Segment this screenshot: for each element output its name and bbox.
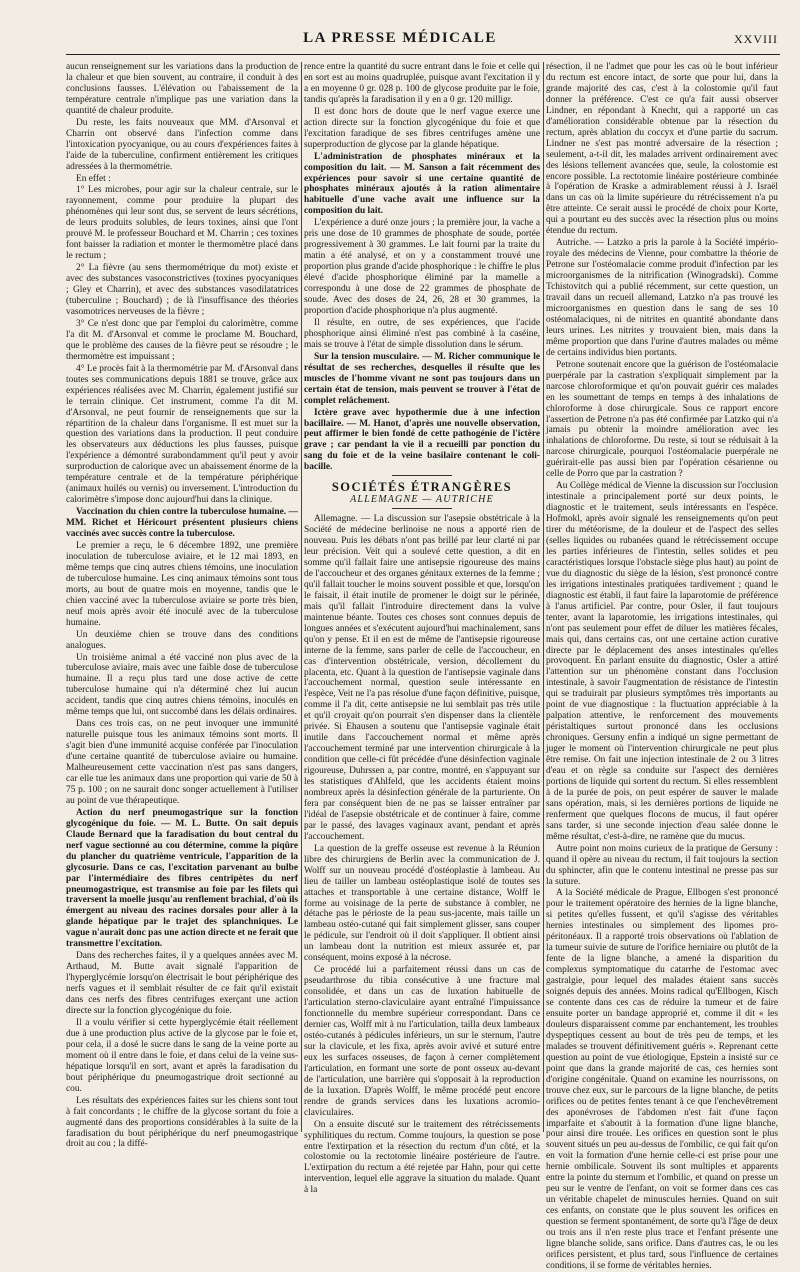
paragraph: 3° Ce n'est donc que par l'emploi du calorimètre, comme l'a dit M. d'Arsonval et comme le proclame M. Bouchard, que le problème des causes de la fièvre peut se résoudre ; le thermomètre est impuissant ;	[66, 318, 298, 362]
column-3	[546, 62, 778, 1271]
column-2	[304, 62, 540, 1196]
paragraph: En effet :	[76, 173, 111, 184]
paragraph: Autriche. — Latzko a pris la parole à la Société império-royale des médecins de Vienne, pour combattre la théorie de Petrone sur l'ostéomalacie comme produit d'infection par les microorganismes de la nitrification (Winogradski). Comme Tchistovitch qui a publié récemment, sur cette question, un travail dans un recueil allemand, Latzko n'a pas trouvé les microorganismes en question dans le sang de ses 10 ostéomalaciques, ni de nitrites en quantité abondante dans leurs urines. Les nitrites y trouvaient bien, mais dans la même proportion que dans l'urine d'autres malades ou même de certains individus bien portants.	[546, 238, 778, 358]
paragraph: Les résultats des expériences faites sur les chiens sont tout à fait concordants ; le chiffre de la glycose sortant du foie a augmenté dans des proportions considérables à la suite de la faradisation du bout périphérique du nerf pneumogastrique droit au cou ; la diffé-	[66, 1095, 298, 1150]
paragraph: Il résulte, en outre, de ses expériences, que l'acide phosphorique ainsi éliminé n'est pas combiné à la caséine, mais se trouve à l'état de simple dissolution dans le sérum.	[304, 317, 540, 350]
column-1	[66, 62, 298, 1150]
paragraph: 1° Les microbes, pour agir sur la chaleur centrale, sur le rayonnement, comme pour produire la plupart des phénomènes qui leur sont dus, se servent de leurs sécrétions, de leurs produits solubles, de leurs toxines, ainsi que l'ont prouvé M. le professeur Bouchard et M. Charrin ; ces toxines font baisser la radiation et monter le thermomètre placé dans le rectum ;	[66, 185, 298, 262]
column-divider	[543, 62, 544, 1132]
section-rule	[392, 475, 452, 476]
section-subtitle: ALLEMAGNE — AUTRICHE	[350, 494, 494, 506]
paragraph: Du reste, les faits nouveaux que MM. d'Arsonval et Charrin ont observé dans l'infection comme dans l'intoxication pyocyanique, ou au cours d'expériences faites à l'aide de la tuberculine, confirment entièrement les critiques adressées à la thermométrie.	[66, 117, 298, 172]
page-header	[0, 0, 800, 58]
section-heading-paragraph: Ictère grave avec hypothermie due à une infection bacillaire. — M. Hanot, d'après une nouvelle observation, peut affirmer le bien fondé de cette pathogénie de l'ictère grave ; car pendant la vie il a recueilli par ponction du sang du foie et de la veine basilaire contenant le coli-bacille.	[304, 407, 540, 473]
section-heading-paragraph: Vaccination du chien contre la tuberculose humaine. — MM. Richet et Héricourt présentent plusieurs chiens vaccinés avec succès contre la tuberculose.	[66, 507, 298, 540]
paragraph: L'expérience a duré onze jours ; la première jour, la vache a pris une dose de 10 grammes de phosphate de soude, portée progressivement à 30 grammes. Le lait fourni par la traite du matin a été analysé, et on y a constamment trouvé une proportion plus grande d'acide phosphorique : le chiffre le plus élevé d'acide phosphorique éliminé par la mamelle a correspondu à une dose de 22 grammes de phosphate de soude. Avec des doses de 24, 26, 28 et 30 grammes, la proportion d'acide phosphorique n'a plus augmenté.	[304, 218, 540, 316]
section-title: SOCIÉTÉS ÉTRANGÈRES	[331, 480, 513, 495]
paragraph: La question de la greffe osseuse est revenue à la Réunion libre des chirurgiens de Berlin avec la communication de J. Wolff sur un nouveau procédé d'ostéoplastie à lambeau. Au lieu de tailler un lambeau ostéoplastique isolé de toutes ses attaches et transportable à une certaine distance, Wolff le forme au voisinage de la perte de substance à combler, ne détache pas le périoste de la peau sus-jacente, mais taille un lambeau ostéo-cutané qui fait simplement glisser, sans couper le pédicule, sur l'endroit où il doit s'appliquer. Il obtient ainsi un lambeau dont la nutrition est mieux assurée et, par conséquent, moins exposé à la nécrose.	[304, 843, 540, 964]
paragraph: aucun renseignement sur les variations dans la production de la chaleur et que bien souvent, au contraire, il conduit à des conclusions fausses. L'élévation ou l'abaissement de la température centrale n'implique pas une variation dans la quantité de chaleur produite.	[66, 62, 298, 116]
paragraph: Le premier a reçu, le 6 décembre 1892, une première inoculation de tuberculose aviaire, et le 12 mai 1893, en même temps que cinq autres chiens témoins, une inoculation de tuberculose humaine. Les cinq animaux témoins sont tous morts, au bout de quatre mois en moyenne, tandis que le chien vacciné avec la tuberculose aviaire se porte très bien, neuf mois après avoir été inoculé avec de la tuberculose humaine.	[66, 540, 298, 628]
page-number: XXVIII	[734, 32, 778, 46]
paragraph: Allemagne. — La discussion sur l'asepsie obstétricale à la Société de médecine berlinoise ne nous a apporté rien de nouveau. Puis les débats n'ont pas brillé par leur clarté ni par leur précision. Veit qui a soulevé cette question, a dit en somme qu'il fallait faire une antisepsie rigoureuse des mains de l'accoucheur et des organes génitaux externes de la femme ; qu'il fallait toucher le moins souvent possible et que, lorsqu'on le faisait, il était inutile de promener le doigt sur le périnée, mais qu'il fallait l'introduire directement dans la vulve maintenue béante. Toutes ces choses sont connues depuis de longues années et s'exécutent aujourd'hui machinalement, sans qu'on y pense. Et il en est de même de l'antisepsie rigoureuse interne de la femme, sans parler de celle de l'accoucheur, en cas d'intervention obstétricale, version, décollement du placenta, etc. Quant à la question de l'antisepsie vaginale dans l'accouchement normal, question seule intéressante en l'espèce, Veit ne l'a pas résolue d'une façon définitive, puisque, comme il l'a dit, cette antisepsie ne lui semblait pas très utile et qu'il croyait qu'on pourrait s'en dispenser dans la clientèle privée. Si Ehausen a soutenu que l'antisepsie vaginale était inutile dans l'accouchement normal et même après l'accouchement terminé par une intervention chirurgicale à la condition que celle-ci fût précédée d'une désinfection vaginale rigoureuse, Duhrssen a, par contre, montré, en s'appuyant sur les statistiques d'Ahlfeld, que les accidents étaient moins nombreux après la désinfection générale de la parturiente. On fera par conséquent bien de ne pas se laisser entraîner par l'idéal de l'asepsie obstétricale et de continuer à faire, comme par le passé, des lavages vaginaux avant, pendant et après l'accouchement.	[304, 514, 540, 842]
paragraph: Il a voulu vérifier si cette hyperglycémie était réellement due à une production plus active de la glycose par le foie et, pour cela, il a dosé le sucre dans le sang de la veine porte au moment où il entre dans le foie, et dans celui de la veine sus-hépatique lorsqu'il en sort, avant et après la faradisation du bout périphérique du pneumogastrique droit sectionné au cou.	[66, 1017, 298, 1094]
column-divider	[301, 62, 302, 1132]
paragraph: Au Collège médical de Vienne la discussion sur l'occlusion intestinale a principalement porté sur deux points, le diagnostic et le traitement, seuls intéressants en l'espèce. Hofmokl, après avoir signalé les renseignements qu'on peut tirer du météorisme, de la douleur et de l'aspect des selles (selles liquides ou rubanées quand le rétrécissement occupe les parties inférieures de l'intestin, selles solides et peu caractéristiques lorsque l'obstacle siège plus haut) au point de vue du diagnostic du siège de la lésion, s'est prononcé contre les irrigations intestinales pratiquées tardivement ; quand le diagnostic est établi, il faut faire la laparotomie de préférence à l'anus artificiel. Par contre, pour Osler, il faut toujours tenter, avant la laparotomie, les irrigations intestinales, qui n'ont pas seulement pour effet de diluer les matières fécales, mais qui, dans certains cas, ont une certaine action curative directe par le déplacement des anses intestinales qu'elles provoquent. En parlant ensuite du diagnostic, Osler a attiré l'attention sur un phénomène constant dans l'occlusion intestinale, à savoir l'augmentation de résistance de l'intestin qui se traduirait par plusieurs symptômes très importants au point de vue diagnostique : la fluctuation appréciable à la palpation attentive, le renforcement des mouvements péristaltiques surtout prononcé dans les occlusions chroniques. Gersuny enfin a indiqué un signe permettant de juger le moment où l'intervention chirurgicale ne peut plus être remise. On fait une injection intestinale de 2 ou 3 litres d'eau et on règle sa conduite sur l'aspect des dernières portions de liquide qui sortent du rectum. Si elles ressemblent à de la purée de pois, on peut espérer de sauver le malade sans opération, mais, si les dernières portions de liquide ne renferment que quelques flocons de mucus, il faut opérer sans tarder, si une seconde injection d'eau salée donne le même résultat, c'est-à-dire, ne ramène que du mucus.	[546, 481, 778, 842]
paragraph: Il est donc hors de doute que le nerf vague exerce une action directe sur la fonction glycogénique du foie et que l'excitation faradique de ses fibres centrifuges amène une superproduction de glycose par la glande hépatique.	[304, 106, 540, 150]
paragraph: Autre point non moins curieux de la pratique de Gersuny : quand il opère au niveau du rectum, il fait toujours la section du sphincter, afin que le contenu intestinal ne presse pas sur la suture.	[546, 843, 778, 887]
paragraph: résection, il ne l'admet que pour les cas où le bout inférieur du rectum est encore intact, de sorte que pour lui, dans la grande majorité des cas, c'est à la colostomie qu'il faut donner la préférence. C'est ce qu'a fait aussi observer Lindner, en répondant à Knecht, qui a rapporté un cas d'amélioration considérable obtenue par la résection du rectum, après ablation du coccyx et d'une partie du sacrum. Lindner ne s'est pas montré adversaire de la résection ; seulement, a-t-il dit, les malades arrivent ordinairement avec des lésions tellement avancées que, seule, la colostomie est encore possible. La rectotomie linéaire postérieure combinée à l'opération de Kraske a admirablement réussi à J. Israël dans un cas où la limite supérieure du rétrécissement n'a pu être atteinte. Ce serait aussi le procédé de choix pour Korte, qui a pourtant eu des succès avec la résection plus ou moins étendue du rectum.	[546, 62, 778, 237]
header-rule	[66, 54, 780, 55]
journal-title: LA PRESSE MÉDICALE	[303, 30, 497, 46]
paragraph: Dans des recherches faites, il y a quelques années avec M. Arthaud, M. Butte avait signalé l'apparition de l'hyperglycémie lorsqu'on électrisait le bout périphérique des nerfs vagues et il semblait résulter de ce fait qu'il existait dans ces nerfs des fibres centrifuges exerçant une action directe sur la fonction glycogénique du foie.	[66, 951, 298, 1017]
section-heading-paragraph: L'administration de phosphates minéraux et la composition du lait. — M. Sanson a fait récemment des expériences pour savoir si une certaine quantité de phosphates minéraux ajoutés à la ration alimentaire habituelle d'une vache avait une influence sur la composition du lait.	[304, 151, 540, 217]
paragraph: 2° La fièvre (au sens thermométrique du mot) existe et avec des substances vasoconstrictives (toxines pyocyaniques ; Gley et Charrin), et avec des substances vasodilatatrices (tuberculine ; Bouchard) ; de là l'insuffisance des théories vasomotrices nerveuses de la fièvre ;	[66, 263, 298, 317]
paragraph: A la Société médicale de Prague, Ellbogen s'est prononcé pour le traitement opératoire des hernies de la ligne blanche, si petites qu'elles fussent, et qu'il s'agisse des véritables hernies intestinales ou simplement des lipomes pro-péritonéaux. Il a rapporté trois observations où l'ablation de la tumeur suivie de suture de l'orifice herniaire ou plutôt de la fente de la ligne blanche, a amené la disparition du complexus symptomatique du catarrhe de l'estomac avec gastralgie, pour lequel des malades étaient sans succès soignés depuis des années. Moins radical qu'Ellbogen, Kisch se contente dans ces cas de réduire la tumeur et de faire ensuite porter un bandage approprié et, comme il dit « les douleurs disparaissent comme par enchantement, les troubles dyspeptiques cessent au bout de très peu de temps, et les malades se trouvent définitivement guéris ». Reprenant cette question au point de vue étiologique, Epstein a insisté sur ce point que dans la grande majorité de cas, ces hernies sont d'origine congénitale. Quand on examine les nourrissons, on trouve chez eux, sur le parcours de la ligne blanche, de petits orifices ou de petites fentes tenant à ce que l'enchevêtrement des aponévroses de l'abdomen n'est fait d'une façon imparfaite et s'aboutit à la formation d'une ligne blanche, pour ainsi dire trouée. Les orifices en question sont le plus souvent situés un peu au-dessus de l'ombilic, ce qui fait qu'on en voit la formation d'une hernie celle-ci est prise pour une hernie ombilicale. Souvent ils sont multiples et apparents entre la pointe du sternum et l'ombilic, et quand on presse un peu sur le ventre de l'enfant, on voit se former dans ces cas un véritable chapelet de minuscules hernies. Quand on suit ces enfants, on constate que le plus souvent les orifices en question se ferment spontanément, de sorte qu'à l'âge de deux ou trois ans il n'en reste plus trace et l'enfant présente une ligne blanche solide, sans orifice. Dans d'autres cas, le ou les orifices persistent, et plus tard, sous l'influence de certaines conditions, il se forme de véritables hernies.	[546, 888, 778, 1271]
paragraph: On a ensuite discuté sur le traitement des rétrécissements syphilitiques du rectum. Comme toujours, la question se pose entre l'extirpation et la résection du rectum d'un côté, et la colostomie ou la rectotomie linéaire postérieure de l'autre. L'extirpation du rectum a été rejetée par Hahn, pour qui cette intervention, lequel elle aggrave la situation du malade. Quant à la	[304, 1119, 540, 1196]
section-rule	[392, 508, 452, 509]
paragraph: 4° Le procès fait à la thermométrie par M. d'Arsonval dans toutes ses communications depuis 1881 se trouve, grâce aux expériences réalisées avec M. Charrin, également justifié sur le terrain clinique. Cet instrument, comme l'a dit M. d'Arsonval, ne peut fournir de renseignements que sur la répartition de la chaleur dans l'organisme. Il est muet sur la question des variations dans la production. Il peut conduire les observateurs aux déductions les plus fausses, puisque l'expérience a démontré surabondamment qu'il peut y avoir surproduction de calorique avec un abaissement énorme de la température centrale et de la température périphérique (animaux huilés ou vernis) ou inversement. L'introduction du calorimètre s'impose donc aujourd'hui dans la clinique.	[66, 363, 298, 506]
paragraph: Un troisième animal a été vacciné non plus avec de la tuberculose aviaire, mais avec une faible dose de tuberculose humaine. Il a reçu plus tard une dose active de cette tuberculose humaine qui n'a déterminé chez lui aucun accident, tandis que cinq autres chiens témoins, inoculés en même temps que lui, ont succombé dans les délais ordinaires.	[66, 652, 298, 718]
section-heading-paragraph: Action du nerf pneumogastrique sur la fonction glycogénique du foie. — M. L. Butte. On sait depuis Claude Bernard que la faradisation du bout central du nerf vague sectionné au cou détermine, comme la piqûre du plancher du quatrième ventricule, l'apparition de la glycosurie. Dans ce cas, l'excitation parvenant au bulbe par l'intermédiaire des fibres centripètes du nerf pneumogastrique, est transmise au foie par les filets qui traversent la moelle jusqu'au renflement brachial, d'où ils émergent au niveau des racines dorsales pour aller à la glande hépatique par le trajet des splanchniques. Le vague n'aurait donc pas une action directe et ne ferait que transmettre l'excitation.	[66, 807, 298, 950]
paragraph: Un deuxième chien se trouve dans des conditions analogues.	[66, 629, 298, 651]
paragraph: Petrone soutenait encore que la guérison de l'ostéomalacie puerpérale par la castration s'expliquait simplement par la narcose chloroformique et qu'on pouvait guérir ces malades en les soumettant de temps en temps à des inhalations de chloroforme à dose chirurgicale. Sous ce rapport encore l'assertion de Petrone n'a pas été confirmée par Latzko qui n'a jamais pu obtenir la moindre amélioration avec les inhalations de chloroforme. Du reste, si tout se réduisait à la narcose chirurgicale, pourquoi l'ostéomalacie puerpérale ne guérirait-elle pas aussi bien par l'opération césarienne ou celle de Porro que par la castration ?	[546, 359, 778, 480]
paragraph: Dans ces trois cas, on ne peut invoquer une immunité naturelle puisque tous les animaux témoins sont morts. Il s'agit bien d'une immunité acquise conférée par l'inoculation d'une certaine quantité de tuberculose aviaire ou humaine. Malheureusement cette vaccination n'est pas sans dangers, car elle tue les animaux dans une proportion qui varie de 50 à 75 p. 100 ; on ne saurait donc songer actuellement à l'utiliser au point de vue thérapeutique.	[66, 719, 298, 806]
paragraph: rence entre la quantité du sucre entrant dans le foie et celle qui en sort est au moins quadruplée, puisque avant l'excitation il y a en moyenne 0 gr. 028 p. 100 de glycose produite par le foie, tandis qu'après la faradisation il y en a 0 gr. 120 milligr.	[304, 62, 540, 105]
section-heading-paragraph: Sur la tension musculaire. — M. Richer communique le résultat de ses recherches, desquelles il résulte que les muscles de l'homme vivant ne sont pas toujours dans un certain état de tension, mais peuvent se trouver à l'état de complet relâchement.	[304, 351, 540, 406]
paragraph: Ce procédé lui a parfaitement réussi dans un cas de pseudarthrose du tibia consécutive à une fracture mal consolidée, et dans un cas de luxation habituelle de l'articulation sterno-claviculaire ayant entraîné l'impuissance fonctionnelle du membre supérieur correspondant. Dans ce dernier cas, Wolff mit à nu l'articulation, tailla deux lambeaux ostéo-cutanés à pédicules inférieurs, un sur le sternum, l'autre sur la clavicule, et les fixa, après avoir avivé et suturé entre eux les surfaces osseuses, de façon à cerner complètement l'articulation, en formant une sorte de pont osseux au-devant de l'articulation, une barrière qui s'opposait à la reproduction de la luxation. D'après Wolff, le même procédé peut encore rendre de grands services dans les luxations acromio-claviculaires.	[304, 965, 540, 1118]
